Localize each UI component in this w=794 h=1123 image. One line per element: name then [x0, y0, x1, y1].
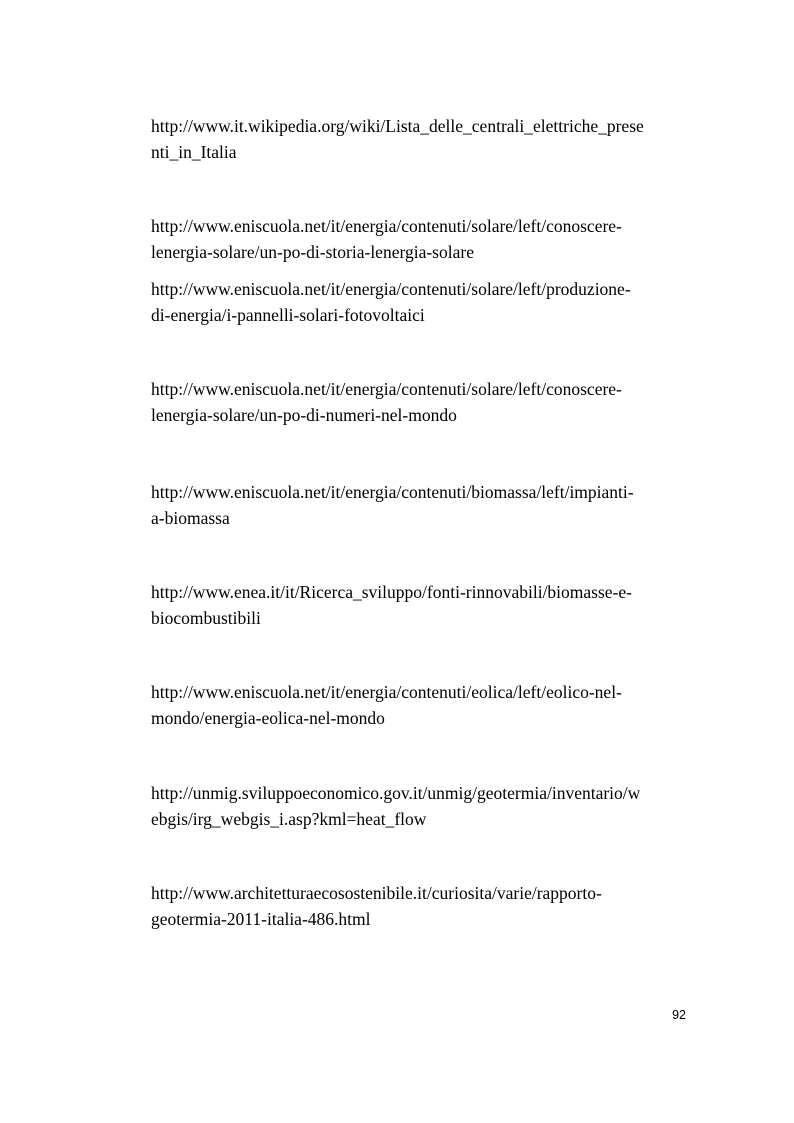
- reference-line: http://www.eniscuola.net/it/energia/contenuti/solare/left/conoscere-: [151, 216, 622, 236]
- reference-line: lenergia-solare/un-po-di-storia-lenergia-solare: [151, 242, 474, 262]
- reference-line: mondo/energia-eolica-nel-mondo: [151, 708, 385, 728]
- reference-url-7: [151, 679, 691, 731]
- reference-line: http://www.eniscuola.net/it/energia/contenuti/biomassa/left/impianti-: [151, 482, 634, 502]
- reference-line: geotermia-2011-italia-486.html: [151, 909, 371, 929]
- reference-line: http://www.it.wikipedia.org/wiki/Lista_delle_centrali_elettriche_prese: [151, 116, 644, 136]
- reference-line: http://www.enea.it/it/Ricerca_sviluppo/fonti-rinnovabili/biomasse-e-: [151, 582, 632, 602]
- reference-line: http://www.eniscuola.net/it/energia/contenuti/eolica/left/eolico-nel-: [151, 682, 622, 702]
- reference-line: http://unmig.sviluppoeconomico.gov.it/unmig/geotermia/inventario/w: [151, 783, 641, 803]
- reference-url-2: [151, 213, 691, 265]
- reference-url-6: [151, 579, 691, 631]
- reference-line: di-energia/i-pannelli-solari-fotovoltaici: [151, 305, 425, 325]
- reference-line: nti_in_Italia: [151, 142, 237, 162]
- reference-url-3: [151, 276, 691, 328]
- reference-line: a-biomassa: [151, 508, 230, 528]
- page-number: 92: [672, 1008, 686, 1022]
- reference-url-4: [151, 376, 691, 428]
- reference-line: http://www.eniscuola.net/it/energia/contenuti/solare/left/conoscere-: [151, 379, 622, 399]
- reference-line: http://www.eniscuola.net/it/energia/contenuti/solare/left/produzione-: [151, 279, 631, 299]
- reference-url-9: [151, 880, 691, 932]
- reference-url-8: [151, 780, 691, 832]
- reference-line: biocombustibili: [151, 608, 261, 628]
- reference-line: lenergia-solare/un-po-di-numeri-nel-mondo: [151, 405, 457, 425]
- reference-line: http://www.architetturaecosostenibile.it/curiosita/varie/rapporto-: [151, 883, 602, 903]
- reference-url-1: [151, 113, 691, 165]
- reference-url-5: [151, 479, 691, 531]
- reference-line: ebgis/irg_webgis_i.asp?kml=heat_flow: [151, 809, 427, 829]
